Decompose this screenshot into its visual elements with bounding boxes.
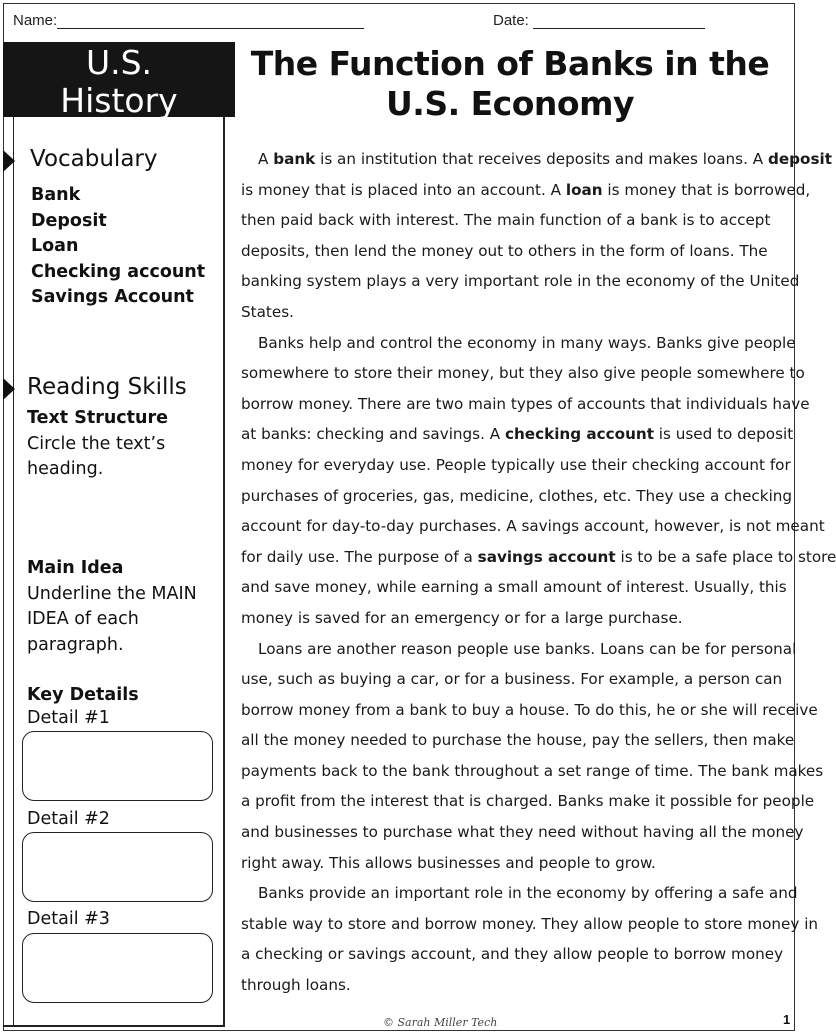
text-line: somewhere to store their money, but they also give people somewhere to bbox=[241, 364, 805, 383]
title-line: U.S. Economy bbox=[386, 84, 634, 123]
key-details-block bbox=[27, 683, 212, 709]
term-checking-account: checking account bbox=[504, 425, 654, 444]
text: is used to deposit bbox=[653, 425, 794, 444]
key-details-label: Key Details bbox=[27, 685, 139, 705]
text-line: then paid back with interest. The main function of a bank is to accept bbox=[241, 211, 771, 230]
text-structure-instruction: Circle the text’s bbox=[27, 433, 166, 454]
text-line: money for everyday use. People typically use their checking account for bbox=[241, 455, 791, 474]
text-line: a profit from the interest that is charged. Banks make it possible for people bbox=[241, 792, 815, 811]
text-structure-block bbox=[27, 406, 212, 483]
detail-1-label: Detail #1 bbox=[27, 708, 110, 728]
name-blank[interactable] bbox=[57, 14, 364, 29]
date-field[interactable] bbox=[493, 12, 705, 29]
text-line: States. bbox=[241, 302, 294, 321]
text: is money that is placed into an account. A bbox=[241, 180, 566, 199]
text-line: borrow money from a bank to buy a house. To do this, he or she will receive bbox=[241, 700, 818, 719]
term-bank: bank bbox=[273, 150, 316, 168]
text-line: borrow money. There are two main types of accounts that individuals have bbox=[241, 394, 810, 413]
name-field[interactable] bbox=[13, 12, 364, 29]
text-line: right away. This allows businesses and people to grow. bbox=[241, 853, 656, 872]
reading-skills-heading: Reading Skills bbox=[27, 374, 187, 400]
vocabulary-list bbox=[31, 183, 205, 311]
vocab-term: Bank bbox=[31, 185, 81, 205]
detail-2-label: Detail #2 bbox=[27, 809, 110, 829]
article-body bbox=[241, 144, 836, 1001]
text: is money that is borrowed, bbox=[602, 180, 811, 199]
text-line: stable way to store and borrow money. They allow people to store money in bbox=[241, 914, 819, 933]
text-line: account for day-to-day purchases. A savings account, however, is not meant bbox=[241, 517, 825, 536]
vocabulary-arrow-icon bbox=[3, 150, 15, 172]
sidebar-title-line2: History bbox=[60, 81, 178, 120]
date-label: Date: bbox=[493, 12, 529, 29]
paragraph-2 bbox=[241, 328, 836, 634]
paragraph-1 bbox=[241, 144, 832, 328]
text-line: all the money needed to purchase the house, pay the sellers, then make bbox=[241, 731, 795, 750]
vocab-term: Savings Account bbox=[31, 287, 194, 307]
article-title bbox=[245, 44, 775, 124]
text-line: money is saved for an emergency or for a large purchase. bbox=[241, 608, 683, 627]
term-savings-account: savings account bbox=[477, 547, 616, 566]
detail-3-label: Detail #3 bbox=[27, 909, 110, 929]
vocab-term: Checking account bbox=[31, 261, 206, 282]
text: is to be a safe place to store bbox=[615, 547, 836, 566]
title-line: The Function of Banks in the bbox=[250, 44, 770, 83]
text-line: use, such as buying a car, or for a business. For example, a person can bbox=[241, 670, 783, 689]
term-loan: loan bbox=[565, 180, 603, 199]
text: for daily use. The purpose of a bbox=[241, 547, 478, 566]
text-structure-label: Text Structure bbox=[27, 408, 168, 428]
text: A bbox=[258, 150, 274, 168]
text-line: payments back to the bank throughout a set range of time. The bank makes bbox=[241, 761, 824, 780]
main-idea-label: Main Idea bbox=[27, 558, 124, 578]
text-line: Loans are another reason people use banks. Loans can be for personal bbox=[258, 639, 797, 658]
text-structure-instruction: heading. bbox=[27, 459, 104, 479]
vocab-term: Loan bbox=[31, 236, 79, 256]
text-line: purchases of groceries, gas, medicine, clothes, etc. They use a checking bbox=[241, 486, 793, 505]
text-line: and save money, while earning a small amount of interest. Usually, this bbox=[241, 578, 787, 597]
text-line: and businesses to purchase what they need without having all the money bbox=[241, 823, 804, 842]
main-idea-instruction: paragraph. bbox=[27, 634, 124, 655]
main-idea-instruction: IDEA of each bbox=[27, 609, 139, 629]
paragraph-4 bbox=[241, 878, 819, 1000]
vocab-term: Deposit bbox=[31, 210, 107, 231]
paragraph-3 bbox=[241, 634, 824, 879]
term-deposit: deposit bbox=[767, 150, 832, 168]
text: at banks: checking and savings. A bbox=[241, 425, 505, 444]
text-line: Banks help and control the economy in many ways. Banks give people bbox=[258, 333, 796, 352]
sidebar-title-line1: U.S. bbox=[85, 43, 153, 82]
detail-1-box[interactable] bbox=[22, 731, 213, 801]
reading-skills-arrow-icon bbox=[3, 378, 15, 400]
copyright-text: © Sarah Miller Tech bbox=[383, 1016, 498, 1029]
main-idea-instruction: Underline the MAIN bbox=[27, 583, 197, 604]
page-number: 1 bbox=[783, 1012, 791, 1027]
sidebar-title bbox=[3, 42, 235, 120]
date-blank[interactable] bbox=[533, 14, 705, 29]
vocabulary-heading: Vocabulary bbox=[30, 146, 158, 172]
text-line: a checking or savings account, and they allow people to borrow money bbox=[241, 945, 784, 964]
detail-3-box[interactable] bbox=[22, 933, 213, 1003]
name-label: Name: bbox=[13, 12, 58, 29]
text: is an institution that receives deposits and makes loans. A bbox=[315, 150, 768, 168]
main-idea-block bbox=[27, 556, 212, 658]
text-line: deposits, then lend the money out to others in the form of loans. The bbox=[241, 241, 768, 260]
text-line: Banks provide an important role in the economy by offering a safe and bbox=[258, 884, 798, 903]
detail-2-box[interactable] bbox=[22, 832, 213, 902]
text-line: banking system plays a very important role in the economy of the United bbox=[241, 272, 800, 291]
text-line: through loans. bbox=[241, 976, 351, 995]
